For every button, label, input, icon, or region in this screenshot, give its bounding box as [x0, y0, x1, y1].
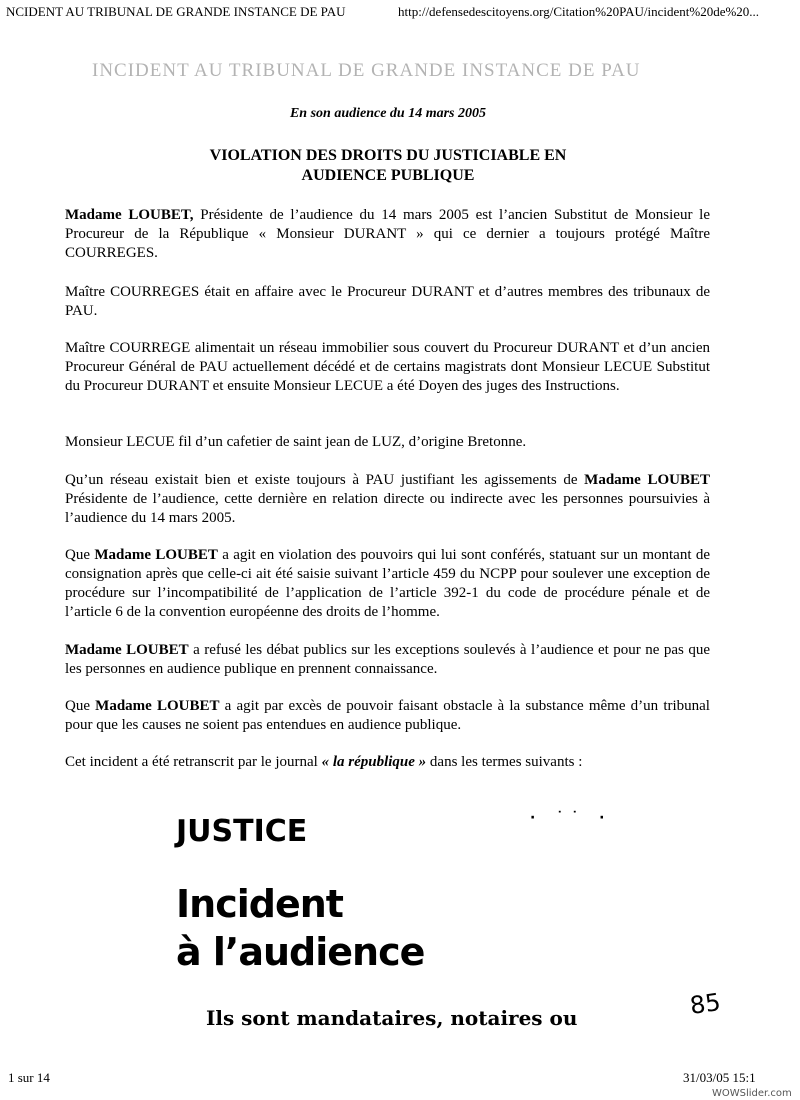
- paragraph-6-bold: Madame LOUBET: [94, 547, 218, 563]
- paragraph-9: [65, 753, 710, 772]
- print-footer-datetime: 31/03/05 15:1: [683, 1070, 756, 1085]
- paragraph-1: [65, 206, 710, 263]
- hearing-date-subtitle: En son audience du 14 mars 2005: [289, 106, 487, 121]
- paragraph-7-text: a refusé les débat publics sur les exceptions soulevés à l’audience et pour ne pas que les personnes en audience publique en prennent connaissance.: [65, 642, 710, 677]
- paragraph-2: [65, 283, 710, 321]
- paragraph-2-text: Maître COURREGES était en affaire avec le Procureur DURANT et d’autres membres des tribunaux de PAU.: [65, 284, 710, 319]
- clipping-lead: Ils sont mandataires, notaires ou: [206, 1006, 578, 1030]
- paragraph-9-text-b: dans les termes suivants :: [426, 754, 583, 770]
- print-header-title: NCIDENT AU TRIBUNAL DE GRANDE INSTANCE DE PAU: [6, 4, 346, 19]
- paragraph-3-text: Maître COURREGE alimentait un réseau immobilier sous couvert du Procureur DURANT et d’un ancien Procureur Général de PAU actuellement décédé et de certains magistrats dont Monsieur LECUE Substitut du Procureur DURANT et ensuite Monsieur LECUE a été Doyen des juges des Instructions.: [65, 340, 710, 394]
- clipping-headline-line-1: Incident: [176, 882, 343, 926]
- paragraph-5-bold: Madame LOUBET: [584, 472, 710, 488]
- paragraph-7: [65, 641, 710, 679]
- paragraph-7-bold: Madame LOUBET: [65, 642, 189, 658]
- watermark: WOWSlider.com: [712, 1088, 792, 1099]
- print-header-url[interactable]: http://defensedescitoyens.org/Citation%20PAU/incident%20de%20...: [398, 4, 760, 19]
- paragraph-3: [65, 339, 710, 396]
- paragraph-4: [65, 433, 710, 452]
- newspaper-clipping: [170, 808, 640, 1038]
- document-title: [0, 146, 776, 186]
- document-title-line-1: VIOLATION DES DROITS DU JUSTICIABLE EN: [209, 147, 567, 164]
- paragraph-4-text: Monsieur LECUE fil d’un cafetier de saint jean de LUZ, d’origine Bretonne.: [65, 434, 527, 450]
- faded-document-title: INCIDENT AU TRIBUNAL DE GRANDE INSTANCE DE PAU: [92, 60, 641, 81]
- clipping-rubric: JUSTICE: [176, 814, 308, 849]
- paragraph-9-text-a: Cet incident a été retranscrit par le journal: [65, 754, 322, 770]
- paragraph-6-text-a: Que: [65, 547, 95, 563]
- document-title-line-2: AUDIENCE PUBLIQUE: [301, 167, 475, 184]
- paragraph-8-text-a: Que: [65, 698, 96, 714]
- paragraph-5: [65, 471, 710, 528]
- handwritten-page-number: 85: [688, 988, 723, 1020]
- paragraph-9-newspaper: « la république »: [321, 754, 427, 770]
- paragraph-6-text-b: a agit en violation des pouvoirs qui lui sont conférés, statuant sur un montant de consignation après que celle-ci ait été saisie suivant l’article 459 du NCPP pour soulever une exception de procédure sur l’incompatibilité de l’application de l’article 392-1 du code de procédure pénale et de l’article 6 de la convention européenne des droits de l’homme.: [65, 547, 710, 620]
- clipping-headline-line-2: à l’audience: [176, 930, 425, 974]
- paragraph-8: [65, 697, 710, 735]
- paragraph-5-text-b: Présidente de l’audience, cette dernière en relation directe ou indirecte avec les personnes poursuivies à l’audience du 14 mars 2005.: [65, 491, 710, 526]
- paragraph-1-bold: Madame LOUBET,: [65, 207, 194, 223]
- paragraph-1-text: Présidente de l’audience du 14 mars 2005 est l’ancien Substitut de Monsieur le Procureur de la République « Monsieur DURANT » qui ce dernier a toujours protégé Maître COURREGES.: [65, 207, 711, 261]
- print-footer-page: 1 sur 14: [8, 1070, 50, 1085]
- paragraph-8-text-b: a agit par excès de pouvoir faisant obstacle à la substance même d’un tribunal pour que les causes ne soient pas entendues en audience publique.: [65, 698, 710, 733]
- paragraph-6: [65, 546, 710, 622]
- paragraph-8-bold: Madame LOUBET: [95, 698, 220, 714]
- paragraph-5-text-a: Qu’un réseau existait bien et existe toujours à PAU justifiant les agissements de: [65, 472, 585, 488]
- clipping-scan-dots: · ˙˙ ·: [530, 810, 613, 826]
- print-header: [0, 0, 800, 26]
